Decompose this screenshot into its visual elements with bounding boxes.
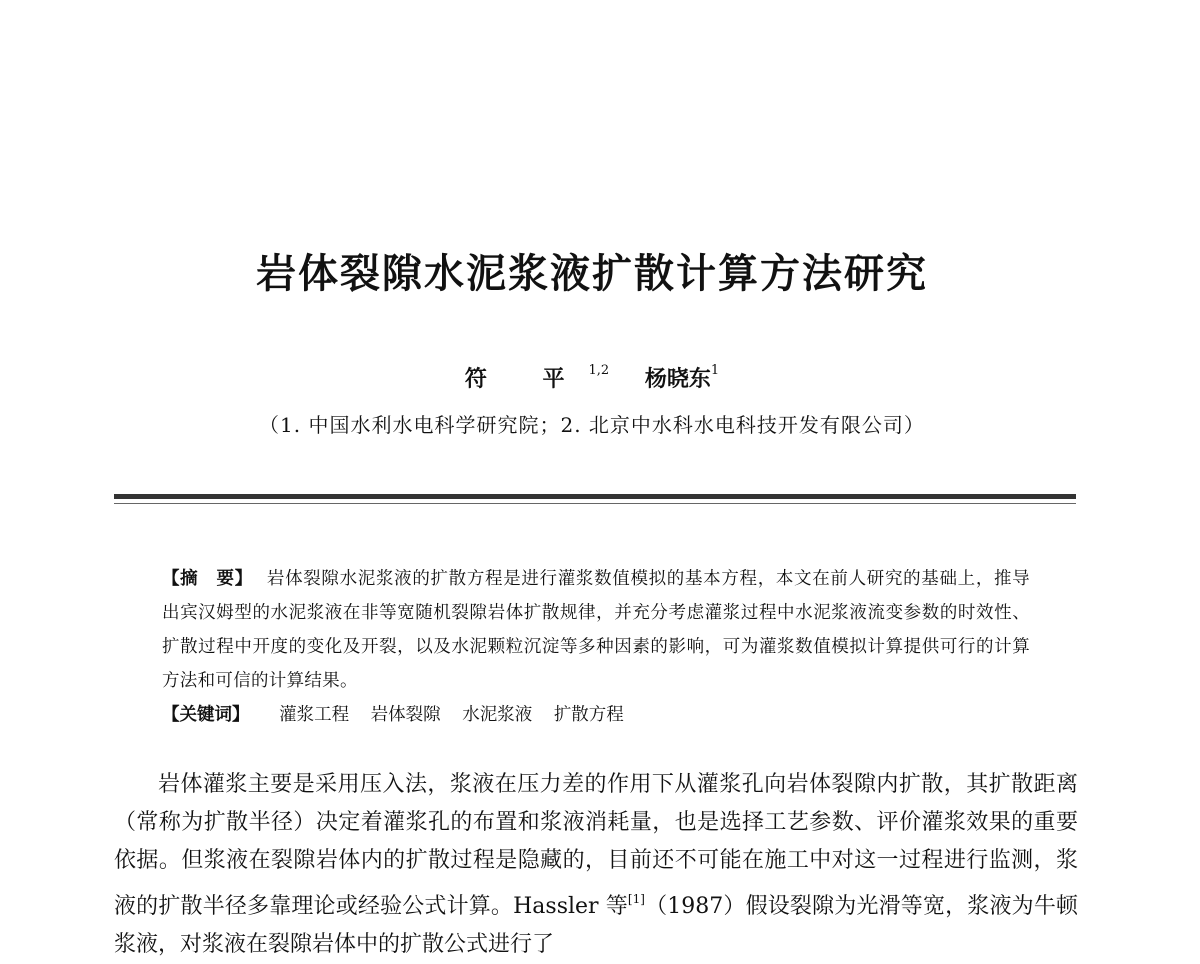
author-2-name: 杨晓东 — [644, 366, 711, 392]
abstract-block — [162, 562, 1030, 698]
header-rule-thick — [114, 494, 1076, 499]
keyword-3: 水泥浆液 — [462, 705, 533, 725]
author-1-name: 符 平 — [464, 366, 589, 392]
author-2-affiliation-mark: 1 — [710, 363, 720, 378]
citation-1: [1] — [627, 892, 645, 906]
abstract-label: 【摘 要】 — [162, 569, 253, 589]
body-paragraph-1-text-b: （1987）假设裂隙为光滑等宽，浆液为牛顿浆液，对浆液在裂隙岩体中的扩散公式进行了 — [114, 894, 1078, 957]
author-1-affiliation-mark: 1,2 — [588, 363, 610, 378]
keyword-1: 灌浆工程 — [279, 705, 350, 725]
body-paragraph-1-text-a: 岩体灌浆主要是采用压入法，浆液在压力差的作用下从灌浆孔向岩体裂隙内扩散，其扩散距离（常称为扩散半径）决定着灌浆孔的布置和浆液消耗量，也是选择工艺参数、评价灌浆效果的重要依据。但浆液在裂隙岩体内的扩散过程是隐藏的，目前还不可能在施工中对这一过程进行监测，浆液的扩散半径多靠理论或经验公式计算。Hassler 等 — [114, 772, 1078, 919]
body-paragraph-1 — [114, 766, 1078, 964]
author-2 — [645, 354, 719, 396]
author-list — [0, 354, 1184, 396]
body-text — [114, 766, 1078, 964]
keywords-block — [162, 698, 1030, 732]
affiliation-line: （1. 中国水利水电科学研究院；2. 北京中水科水电科技开发有限公司） — [259, 413, 925, 437]
abstract-text: 岩体裂隙水泥浆液的扩散方程是进行灌浆数值模拟的基本方程，本文在前人研究的基础上，推导出宾汉姆型的水泥浆液在非等宽随机裂隙岩体扩散规律，并充分考虑灌浆过程中水泥浆液流变参数的时效性、扩散过程中开度的变化及开裂，以及水泥颗粒沉淀等多种因素的影响，可为灌浆数值模拟计算提供可行的计算方法和可信的计算结果。 — [162, 569, 1030, 691]
keywords-label: 【关键词】 — [162, 705, 250, 725]
header-rule-thin — [114, 503, 1076, 504]
paper-title: 岩体裂隙水泥浆液扩散计算方法研究 — [256, 251, 928, 297]
author-1 — [465, 354, 609, 396]
keyword-4: 扩散方程 — [553, 705, 624, 725]
keyword-2: 岩体裂隙 — [370, 705, 441, 725]
